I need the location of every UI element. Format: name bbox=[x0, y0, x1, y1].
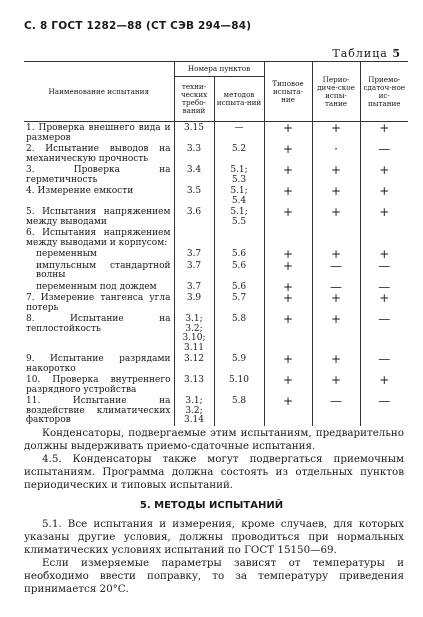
page-header: С. 8 ГОСТ 1282—88 (СТ СЭВ 294—84) bbox=[24, 20, 252, 32]
cell-type-test: + bbox=[264, 395, 312, 426]
cell-type-test: + bbox=[264, 164, 312, 185]
cell-tech-req bbox=[174, 313, 214, 353]
table-caption-word: Таблица bbox=[332, 47, 388, 60]
cell-tech-req: 3.7 bbox=[174, 260, 214, 281]
cell-periodic: · bbox=[312, 143, 360, 164]
cell-type-test: + bbox=[264, 122, 312, 144]
cell-acceptance: — bbox=[378, 312, 391, 326]
table-row bbox=[24, 248, 408, 260]
cell-test-name: переменным под дождем bbox=[24, 281, 174, 293]
cell-method: 5.6 bbox=[214, 260, 264, 281]
table-row bbox=[24, 395, 408, 426]
cell-tech-req: 3.6 bbox=[174, 206, 214, 227]
cell-periodic: + bbox=[312, 292, 360, 313]
cell-test-name: 6. Испытания напряжением между выводами и корпусом: bbox=[24, 227, 174, 248]
cell-periodic: + bbox=[312, 185, 360, 206]
cell-method bbox=[214, 164, 264, 185]
cell-type-test: + bbox=[264, 374, 312, 395]
point-number: 5.1; bbox=[230, 186, 248, 196]
cell-test-name: импульсным стандартной волны bbox=[24, 260, 174, 281]
cell-acceptance: — bbox=[378, 352, 391, 366]
table-row bbox=[24, 260, 408, 281]
cell-test-name: 10. Проверка внутреннего разрядного устройства bbox=[24, 374, 174, 395]
cell-method: 5.6 bbox=[214, 248, 264, 260]
cell-periodic: + bbox=[312, 313, 360, 353]
cell-test-name: 1. Проверка внешнего вида и размеров bbox=[24, 122, 174, 144]
cell-acceptance: + bbox=[379, 373, 390, 387]
cell-method bbox=[214, 185, 264, 206]
table-caption-number: 5 bbox=[392, 47, 401, 60]
section-title: 5. МЕТОДЫ ИСПЫТАНИЙ bbox=[139, 500, 284, 511]
cell-test-name: 3. Проверка на герметичность bbox=[24, 164, 174, 185]
cell-test-name: 9. Испытание разрядами накоротко bbox=[24, 353, 174, 374]
cell-periodic: — bbox=[312, 281, 360, 293]
col-header-periodic: Перио-диче-ское испы-тание bbox=[312, 62, 360, 122]
cell-acceptance: — bbox=[378, 394, 391, 408]
point-number: 5.1; bbox=[230, 207, 248, 217]
table-row bbox=[24, 313, 408, 353]
col-header-methods: методов испыта-ний bbox=[214, 77, 264, 122]
point-number: 5.3 bbox=[231, 174, 247, 185]
cell-method: 5.9 bbox=[214, 353, 264, 374]
point-number: 3.2; bbox=[185, 323, 203, 334]
cell-type-test: + bbox=[264, 143, 312, 164]
point-number: 5.5 bbox=[231, 216, 247, 227]
cell-acceptance: + bbox=[379, 205, 390, 219]
cell-method: 5.8 bbox=[214, 313, 264, 353]
cell-periodic: + bbox=[312, 122, 360, 144]
cell-type-test bbox=[264, 227, 312, 248]
cell-acceptance: + bbox=[379, 163, 390, 177]
paragraph-4-5: 4.5. Конденсаторы также могут подвергаться приемочным испытаниям. Программа должна состоять из отдельных пунктов периодических и типовых испытаний. bbox=[24, 453, 404, 491]
cell-test-name: 2. Испытание выводов на механическую прочность bbox=[24, 143, 174, 164]
table-caption bbox=[332, 47, 401, 60]
col-header-points: Номера пунктов bbox=[174, 62, 264, 77]
point-number: 3.10; bbox=[182, 333, 206, 343]
cell-tech-req bbox=[174, 227, 214, 248]
cell-type-test: + bbox=[264, 313, 312, 353]
col-header-name: Наименование испытания bbox=[24, 62, 174, 122]
cell-periodic: + bbox=[312, 206, 360, 227]
cell-type-test: + bbox=[264, 185, 312, 206]
cell-type-test: + bbox=[264, 292, 312, 313]
point-number: 3.11 bbox=[183, 342, 205, 353]
point-number: 3.14 bbox=[183, 415, 205, 425]
cell-tech-req: 3.4 bbox=[174, 164, 214, 185]
tests-table bbox=[24, 61, 408, 426]
table-row bbox=[24, 374, 408, 395]
table-row bbox=[24, 206, 408, 227]
cell-periodic: + bbox=[312, 374, 360, 395]
table-row bbox=[24, 164, 408, 185]
cell-tech-req bbox=[174, 395, 214, 426]
cell-method: 5.2 bbox=[214, 143, 264, 164]
cell-method: 5.7 bbox=[214, 292, 264, 313]
cell-type-test: + bbox=[264, 248, 312, 260]
cell-tech-req: 3.9 bbox=[174, 292, 214, 313]
cell-test-name: 4. Измерение емкости bbox=[24, 185, 174, 206]
cell-acceptance: + bbox=[379, 184, 390, 198]
table-row bbox=[24, 143, 408, 164]
paragraph-5-1: 5.1. Все испытания и измерения, кроме случаев, для которых указаны другие условия, должны проводиться при нормальных климатических условиях испытаний по ГОСТ 15150—69. bbox=[24, 518, 404, 556]
col-header-tech-req: техни-ческих требо-ваний bbox=[174, 77, 214, 122]
table-row bbox=[24, 185, 408, 206]
table-row bbox=[24, 281, 408, 293]
cell-method bbox=[214, 227, 264, 248]
cell-method: 5.6 bbox=[214, 281, 264, 293]
cell-acceptance: + bbox=[379, 121, 390, 135]
cell-test-name: 5. Испытания напряжением между выводами bbox=[24, 206, 174, 227]
cell-tech-req: 3.15 bbox=[174, 122, 214, 144]
cell-tech-req: 3.13 bbox=[174, 374, 214, 395]
point-number: 3.1; bbox=[185, 314, 203, 324]
cell-periodic: + bbox=[312, 353, 360, 374]
cell-type-test: + bbox=[264, 281, 312, 293]
cell-test-name: переменным bbox=[24, 248, 174, 260]
cell-acceptance: — bbox=[378, 142, 391, 156]
cell-tech-req: 3.7 bbox=[174, 281, 214, 293]
paragraph-temperature: Если измеряемые параметры зависят от температуры и необходимо ввести поправку, то за температуру приведения принимается 20°С. bbox=[24, 557, 404, 595]
table-row bbox=[24, 353, 408, 374]
cell-test-name: 7. Измерение тангенса угла потерь bbox=[24, 292, 174, 313]
cell-test-name: 8. Испытание на теплостойкость bbox=[24, 313, 174, 353]
cell-periodic: + bbox=[312, 248, 360, 260]
cell-periodic: — bbox=[312, 395, 360, 426]
cell-method: 5.8 bbox=[214, 395, 264, 426]
paragraph-1: Конденсаторы, подвергаемые этим испытаниям, предварительно должны выдерживать приемо-сдаточные испытания. bbox=[24, 427, 404, 452]
cell-acceptance bbox=[360, 227, 408, 248]
cell-method: 5.10 bbox=[214, 374, 264, 395]
cell-method: — bbox=[214, 122, 264, 144]
cell-acceptance: + bbox=[379, 291, 390, 305]
col-header-type-test: Типовое испыта-ние bbox=[264, 62, 312, 122]
point-number: 3.1; bbox=[185, 396, 203, 406]
cell-acceptance: — bbox=[378, 258, 391, 273]
cell-tech-req: 3.3 bbox=[174, 143, 214, 164]
cell-tech-req: 3.12 bbox=[174, 353, 214, 374]
cell-periodic: — bbox=[312, 260, 360, 281]
cell-acceptance: + bbox=[379, 247, 390, 261]
point-number: 5.4 bbox=[231, 195, 247, 206]
table-row bbox=[24, 227, 408, 248]
cell-tech-req: 3.7 bbox=[174, 248, 214, 260]
point-number: 3.2; bbox=[185, 405, 203, 416]
cell-acceptance: — bbox=[378, 279, 391, 294]
table-row bbox=[24, 292, 408, 313]
col-header-acceptance: Приемо-сдаточ-ное ис-пытание bbox=[360, 62, 408, 122]
point-number: 5.1; bbox=[230, 165, 248, 175]
cell-type-test: + bbox=[264, 206, 312, 227]
cell-test-name: 11. Испытание на воздействие климатических факторов bbox=[24, 395, 174, 426]
cell-method bbox=[214, 206, 264, 227]
cell-periodic: + bbox=[312, 164, 360, 185]
cell-periodic bbox=[312, 227, 360, 248]
cell-tech-req: 3.5 bbox=[174, 185, 214, 206]
table-row bbox=[24, 122, 408, 144]
cell-type-test: + bbox=[264, 353, 312, 374]
cell-type-test: + bbox=[264, 260, 312, 281]
